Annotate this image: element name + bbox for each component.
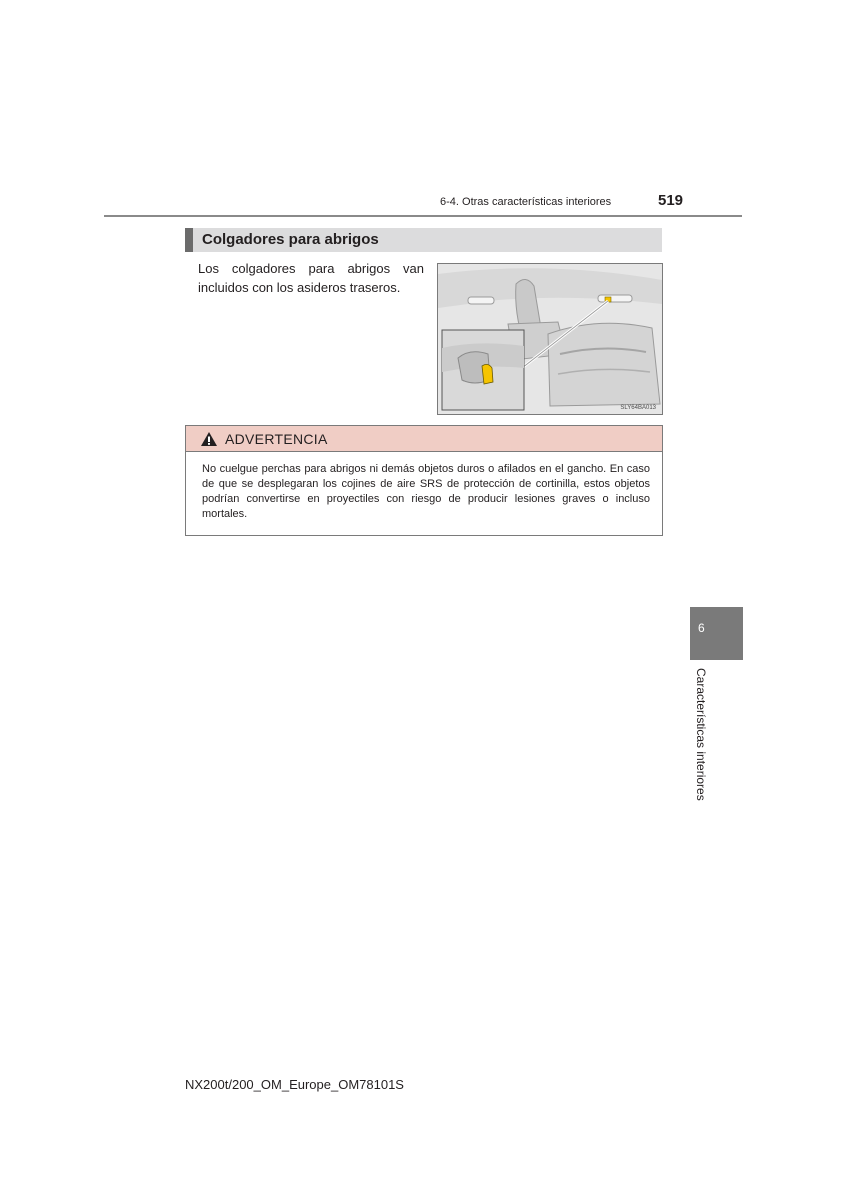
warning-header (186, 426, 662, 452)
section-heading-bar (185, 228, 662, 252)
running-header-section: 6-4. Otras características interiores (440, 196, 612, 208)
chapter-tab (690, 607, 743, 660)
warning-box (185, 425, 663, 536)
warning-text: No cuelgue perchas para abrigos ni demás objetos duros o afilados en el gancho. En caso de que se desplegaran los cojines de aire SRS de protección de cortinilla, estos objetos podrían convertirse en proyectiles con riesgo de producir lesiones graves o incluso mortales. (202, 463, 650, 520)
chapter-title-vertical: Características interiores (694, 668, 708, 801)
figure-code: SLY64BA013 (620, 405, 656, 411)
page-number: 519 (658, 192, 684, 209)
section-title: Colgadores para abrigos (202, 231, 379, 248)
header-divider (104, 215, 742, 217)
vehicle-interior-drawing (438, 264, 662, 414)
chapter-number: 6 (698, 621, 705, 635)
coat-hook-illustration (437, 263, 663, 415)
footer-document-code: NX200t/200_OM_Europe_OM78101S (185, 1077, 404, 1092)
warning-triangle-icon (200, 431, 218, 447)
warning-title: ADVERTENCIA (225, 431, 328, 447)
intro-paragraph: Los colgadores para abrigos van incluidos con los asideros traseros. (198, 261, 424, 295)
